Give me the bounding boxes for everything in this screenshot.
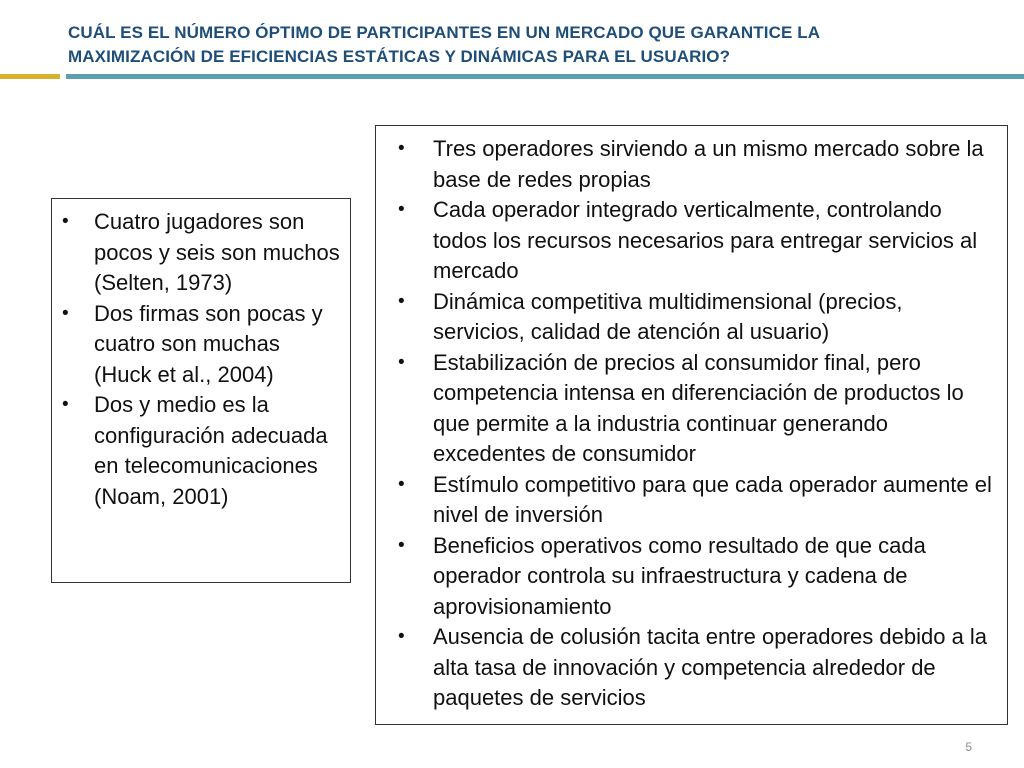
- bullet-icon: •: [62, 302, 69, 324]
- list-item-text: Beneficios operativos como resultado de que cada operador controla su infraestructura y cadena de aprovisionamiento: [433, 532, 926, 619]
- slide-title-line-1: CUÁL ES EL NÚMERO ÓPTIMO DE PARTICIPANTES EN UN MERCADO QUE GARANTICE LA: [68, 23, 821, 42]
- list-item-text: Cada operador integrado verticalmente, controlando todos los recursos necesarios para entregar servicios al mercado: [433, 197, 978, 283]
- left-bullet-list: [52, 199, 350, 512]
- list-item: [398, 287, 999, 348]
- bullet-icon: •: [398, 199, 405, 220]
- title-divider-gold: [0, 74, 60, 79]
- page-number: 5: [965, 740, 972, 754]
- title-divider-teal: [66, 74, 1024, 79]
- list-item: [398, 470, 999, 531]
- bullet-icon: •: [398, 626, 405, 647]
- list-item-text: Dos y medio es la configuración adecuada en telecomunicaciones (Noam, 2001): [94, 392, 328, 509]
- list-item-text: Estabilización de precios al consumidor final, pero competencia intensa en diferenciación de productos lo que permite a la industria continuar generando excedentes de consumidor: [433, 349, 964, 466]
- list-item-text: Cuatro jugadores son pocos y seis son muchos (Selten, 1973): [94, 209, 340, 295]
- left-text-box: [51, 198, 351, 583]
- list-item-text: Estímulo competitivo para que cada operador aumente el nivel de inversión: [433, 471, 992, 527]
- bullet-icon: •: [62, 211, 69, 232]
- list-item: [398, 348, 999, 470]
- list-item: [62, 299, 342, 391]
- bullet-icon: •: [398, 473, 405, 495]
- bullet-icon: •: [398, 290, 405, 312]
- list-item: [62, 390, 342, 512]
- slide-title: [68, 21, 968, 69]
- slide-title-line-2: MAXIMIZACIÓN DE EFICIENCIAS ESTÁTICAS Y DINÁMICAS PARA EL USUARIO?: [68, 47, 731, 66]
- list-item-text: Dos firmas son pocas y cuatro son muchas (Huck et al., 2004): [94, 300, 323, 387]
- list-item: [398, 195, 999, 287]
- bullet-icon: •: [398, 534, 405, 556]
- bullet-icon: •: [398, 351, 405, 373]
- right-bullet-list: [376, 126, 1007, 714]
- list-item-text: Tres operadores sirviendo a un mismo mercado sobre la base de redes propias: [433, 136, 984, 192]
- bullet-icon: •: [62, 394, 69, 415]
- bullet-icon: •: [398, 138, 405, 159]
- list-item: [62, 207, 342, 299]
- list-item: [398, 531, 999, 623]
- list-item-text: Ausencia de colusión tacita entre operadores debido a la alta tasa de innovación y competencia alrededor de paquetes de servicios: [433, 624, 988, 710]
- right-text-box: [375, 125, 1008, 725]
- list-item: [398, 622, 999, 714]
- list-item: [398, 134, 999, 195]
- list-item-text: Dinámica competitiva multidimensional (precios, servicios, calidad de atención al usuario): [433, 288, 903, 344]
